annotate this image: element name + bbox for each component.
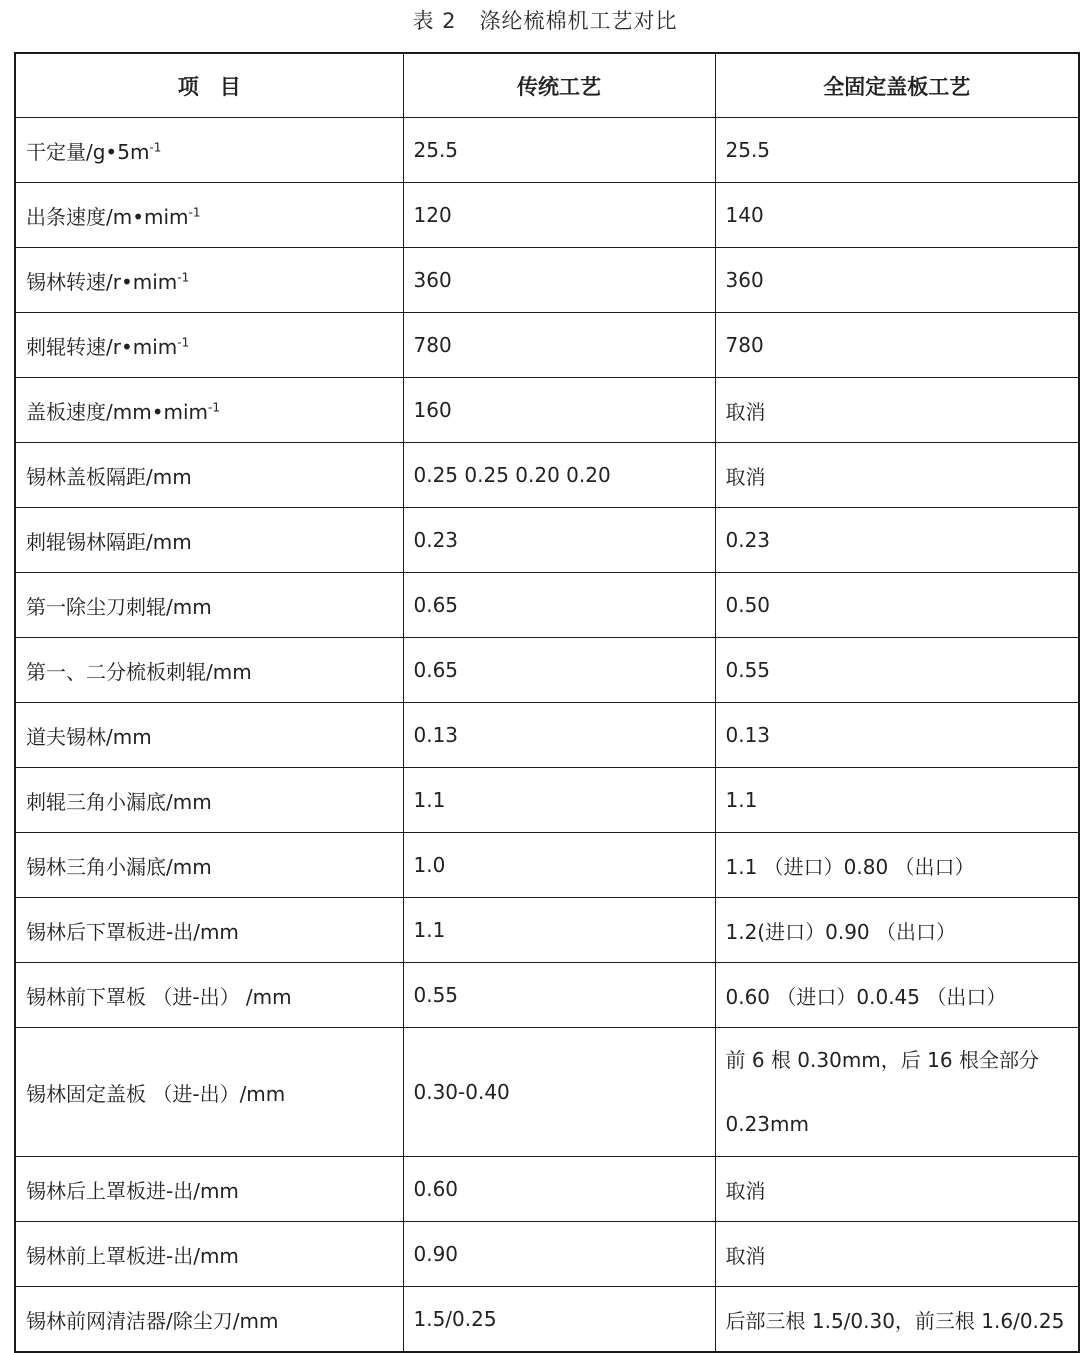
table-caption: 表 2 涤纶梳棉机工艺对比 [412,9,678,33]
cell-item [15,833,403,898]
header-fixed-flat: 全固定盖板工艺 [715,53,1079,118]
cell-item [15,118,403,183]
item-label: 道夫锡林/mm [26,724,152,749]
cell-item [15,378,403,443]
cell-fixed-flat: 前 6 根 0.30mm，后 16 根全部分 0.23mm [715,1028,1079,1157]
cell-item [15,703,403,768]
cell-fixed-flat: 0.55 [715,638,1079,703]
cell-item [15,1157,403,1222]
cell-item [15,1222,403,1287]
cell-traditional: 1.1 [403,768,715,833]
cell-fixed-flat: 取消 [715,1222,1079,1287]
cell-traditional: 0.60 [403,1157,715,1222]
table-row [15,573,1079,638]
table-row [15,508,1079,573]
cell-traditional: 0.65 [403,573,715,638]
cell-traditional: 1.0 [403,833,715,898]
process-comparison-table [14,52,1080,1353]
cell-traditional: 0.90 [403,1222,715,1287]
cell-traditional: 0.13 [403,703,715,768]
cell-item [15,508,403,573]
cell-traditional: 360 [403,248,715,313]
cell-item [15,183,403,248]
cell-item [15,963,403,1028]
cell-fixed-flat: 0.23 [715,508,1079,573]
cell-fixed-flat: 360 [715,248,1079,313]
cell-fixed-flat: 0.50 [715,573,1079,638]
table-body [15,118,1079,1353]
cell-fixed-flat: 140 [715,183,1079,248]
table-row [15,248,1079,313]
item-label: 锡林盖板隔距/mm [26,464,192,489]
table-row [15,443,1079,508]
unit-exponent: -1 [177,269,190,284]
item-label: 锡林后下罩板进-出/mm [26,919,239,944]
unit-exponent: -1 [149,139,162,154]
cell-traditional: 0.30-0.40 [403,1028,715,1157]
table-row [15,833,1079,898]
cell-item [15,898,403,963]
cell-fixed-flat: 0.13 [715,703,1079,768]
header-traditional: 传统工艺 [403,53,715,118]
cell-fixed-flat: 后部三根 1.5/0.30，前三根 1.6/0.25 [715,1287,1079,1353]
cell-traditional: 0.65 [403,638,715,703]
cell-traditional: 1.5/0.25 [403,1287,715,1353]
table-row [15,898,1079,963]
cell-fixed-flat: 780 [715,313,1079,378]
item-label: 锡林前网清洁器/除尘刀/mm [26,1308,279,1333]
cell-fixed-flat: 1.1 [715,768,1079,833]
table-row [15,1157,1079,1222]
item-label: 出条速度/m•mim [26,204,189,229]
item-label: 第一除尘刀刺辊/mm [26,594,212,619]
table-row [15,313,1079,378]
cell-traditional: 1.1 [403,898,715,963]
table-header-row [15,53,1079,118]
item-label: 锡林后上罩板进-出/mm [26,1178,239,1203]
cell-fixed-flat: 取消 [715,1157,1079,1222]
item-label: 锡林前上罩板进-出/mm [26,1243,239,1268]
cell-traditional: 780 [403,313,715,378]
item-label: 锡林前下罩板 （进-出） /mm [26,984,292,1009]
table-row [15,118,1079,183]
item-label: 刺辊锡林隔距/mm [26,529,192,554]
cell-item [15,313,403,378]
cell-traditional: 120 [403,183,715,248]
table-row [15,703,1079,768]
table-row [15,378,1079,443]
item-label: 锡林固定盖板 （进-出）/mm [26,1081,286,1106]
table-row [15,963,1079,1028]
cell-traditional: 0.23 [403,508,715,573]
header-item: 项 目 [15,53,403,118]
table-row [15,638,1079,703]
item-label: 锡林转速/r•mim [26,269,178,294]
cell-traditional: 160 [403,378,715,443]
item-label: 盖板速度/mm•mim [26,399,209,424]
cell-fixed-flat: 1.1 （进口）0.80 （出口） [715,833,1079,898]
item-label: 刺辊三角小漏底/mm [26,789,212,814]
cell-item [15,768,403,833]
unit-exponent: -1 [177,334,190,349]
unit-exponent: -1 [208,399,220,414]
cell-item [15,248,403,313]
cell-fixed-flat: 取消 [715,378,1079,443]
item-label: 干定量/g•5m [26,139,150,164]
table-row [15,1222,1079,1287]
table-row [15,1287,1079,1353]
table-row [15,768,1079,833]
cell-item [15,1287,403,1353]
cell-item [15,573,403,638]
cell-item [15,638,403,703]
cell-fixed-flat: 1.2(进口）0.90 （出口） [715,898,1079,963]
item-label: 锡林三角小漏底/mm [26,854,212,879]
cell-fixed-flat: 0.60 （进口）0.0.45 （出口） [715,963,1079,1028]
table-row [15,1028,1079,1157]
item-label: 刺辊转速/r•mim [26,334,178,359]
table-row [15,183,1079,248]
cell-fixed-flat: 25.5 [715,118,1079,183]
item-label: 第一、二分梳板刺辊/mm [26,659,252,684]
cell-traditional: 25.5 [403,118,715,183]
cell-item [15,443,403,508]
cell-traditional: 0.25 0.25 0.20 0.20 [403,443,715,508]
cell-traditional: 0.55 [403,963,715,1028]
cell-item [15,1028,403,1157]
cell-fixed-flat: 取消 [715,443,1079,508]
unit-exponent: -1 [188,204,201,219]
